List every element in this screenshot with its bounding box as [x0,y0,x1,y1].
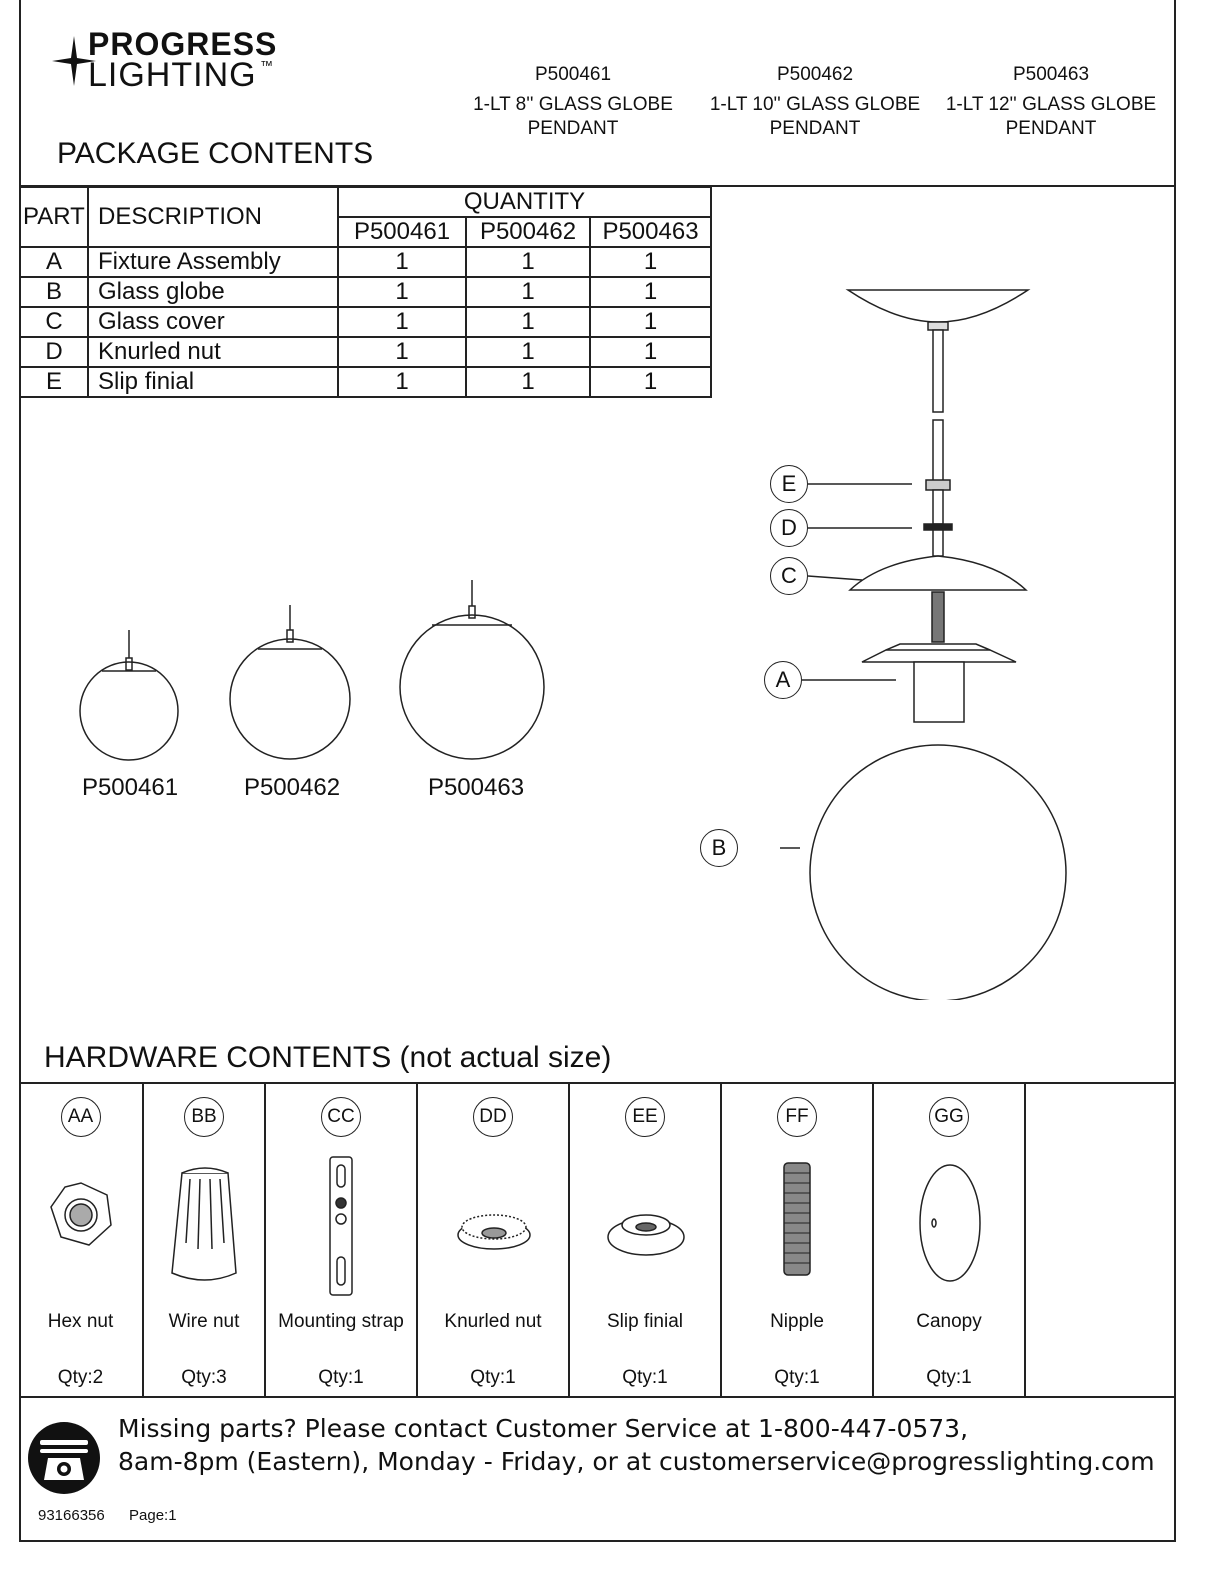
qty-cell: 1 [590,367,711,397]
hardware-name: Wire nut [168,1311,240,1332]
model-desc: PENDANT [1005,118,1097,139]
header-description: DESCRIPTION [88,187,338,247]
hardware-qty: Qty:2 [57,1367,104,1388]
qty-cell: 1 [590,307,711,337]
part-description: Slip finial [88,367,338,397]
hardware-name: Nipple [770,1311,824,1332]
slip-finial-icon [570,1153,722,1313]
hardware-contents-title: HARDWARE CONTENTS (not actual size) [44,1041,612,1074]
hardware-name: Slip finial [606,1311,684,1332]
globe-label: P500462 [243,774,341,801]
hardware-item [144,1083,266,1396]
model-desc: PENDANT [527,118,619,139]
part-description: Glass globe [88,277,338,307]
table-row [20,277,711,307]
package-contents-table [19,186,712,398]
part-description: Knurled nut [88,337,338,367]
brand-logo [52,26,312,96]
globe-size-illustrations [60,570,580,770]
qty-cell: 1 [338,367,466,397]
hardware-id: CC [321,1097,361,1137]
model-header-2 [695,63,935,141]
hardware-id: BB [184,1097,224,1137]
hardware-qty: Qty:1 [318,1367,364,1388]
part-letter: E [20,367,88,397]
header-quantity: QUANTITY [338,187,711,217]
header-model: P500461 [338,217,466,247]
part-letter: B [20,277,88,307]
hardware-id: EE [625,1097,665,1137]
hardware-item [19,1083,144,1396]
part-letter: D [20,337,88,367]
hardware-id: DD [473,1097,513,1137]
qty-cell: 1 [466,307,590,337]
header-part: PART [20,187,88,247]
model-header-3 [931,63,1171,141]
hardware-item [874,1083,1026,1396]
part-description: Glass cover [88,307,338,337]
part-letter: C [20,307,88,337]
qty-cell: 1 [590,337,711,367]
hex-nut-icon [19,1153,144,1313]
hardware-name: Mounting strap [278,1311,404,1332]
model-id: P500462 [776,64,854,85]
model-id: P500463 [1012,64,1090,85]
header-model: P500462 [466,217,590,247]
qty-cell: 1 [590,277,711,307]
hardware-name: Hex nut [47,1311,114,1332]
hardware-id: AA [61,1097,101,1137]
brand-line2: LIGHTING [88,56,257,94]
wire-nut-icon [144,1153,266,1313]
callout-a: A [764,661,802,699]
nipple-icon [722,1153,874,1313]
hardware-qty: Qty:1 [926,1367,972,1388]
header-model: P500463 [590,217,711,247]
model-desc: 1-LT 8'' GLASS GLOBE [473,94,673,115]
hardware-id: FF [777,1097,817,1137]
callout-d: D [770,509,808,547]
hardware-item [266,1083,418,1396]
qty-cell: 1 [466,277,590,307]
page-number: Page:1 [129,1507,177,1524]
hardware-qty: Qty:3 [181,1367,227,1388]
table-row [20,307,711,337]
knurled-nut-icon [418,1153,570,1313]
table-row [20,367,711,397]
mounting-strap-icon [266,1153,418,1313]
doc-number: 93166356 [38,1507,105,1524]
hardware-name: Canopy [916,1311,982,1332]
canopy-icon [874,1153,1026,1313]
model-header-1 [453,63,693,141]
qty-cell: 1 [466,337,590,367]
hardware-id: GG [929,1097,969,1137]
hardware-qty: Qty:1 [774,1367,820,1388]
divider [19,1396,1176,1398]
package-contents-title: PACKAGE CONTENTS [57,137,374,170]
table-row [20,247,711,277]
qty-cell: 1 [338,337,466,367]
hardware-qty: Qty:1 [622,1367,668,1388]
callout-e: E [770,465,808,503]
hardware-name: Knurled nut [444,1311,542,1332]
qty-cell: 1 [338,277,466,307]
brand-tm: ™ [260,58,273,73]
qty-cell: 1 [338,307,466,337]
hardware-item [722,1083,874,1396]
model-id: P500461 [534,64,612,85]
hardware-qty: Qty:1 [470,1367,516,1388]
hardware-item [418,1083,570,1396]
brand-line1: PROGRESS [88,26,278,62]
part-letter: A [20,247,88,277]
qty-cell: 1 [466,247,590,277]
contact-line-2: 8am-8pm (Eastern), Monday - Friday, or at customerservice@progresslighting.com [118,1447,1155,1476]
callout-c: C [770,557,808,595]
model-desc: 1-LT 10'' GLASS GLOBE [709,94,921,115]
part-description: Fixture Assembly [88,247,338,277]
exploded-assembly-diagram [780,280,1080,1000]
globe-label: P500463 [427,774,525,801]
hardware-item [570,1083,722,1396]
table-row [20,337,711,367]
globe-label: P500461 [81,774,179,801]
contact-line-1: Missing parts? Please contact Customer Service at 1-800-447-0573, [118,1414,969,1443]
qty-cell: 1 [466,367,590,397]
qty-cell: 1 [590,247,711,277]
telephone-icon [26,1420,102,1496]
model-desc: PENDANT [769,118,861,139]
model-desc: 1-LT 12'' GLASS GLOBE [945,94,1157,115]
qty-cell: 1 [338,247,466,277]
callout-b: B [700,829,738,867]
